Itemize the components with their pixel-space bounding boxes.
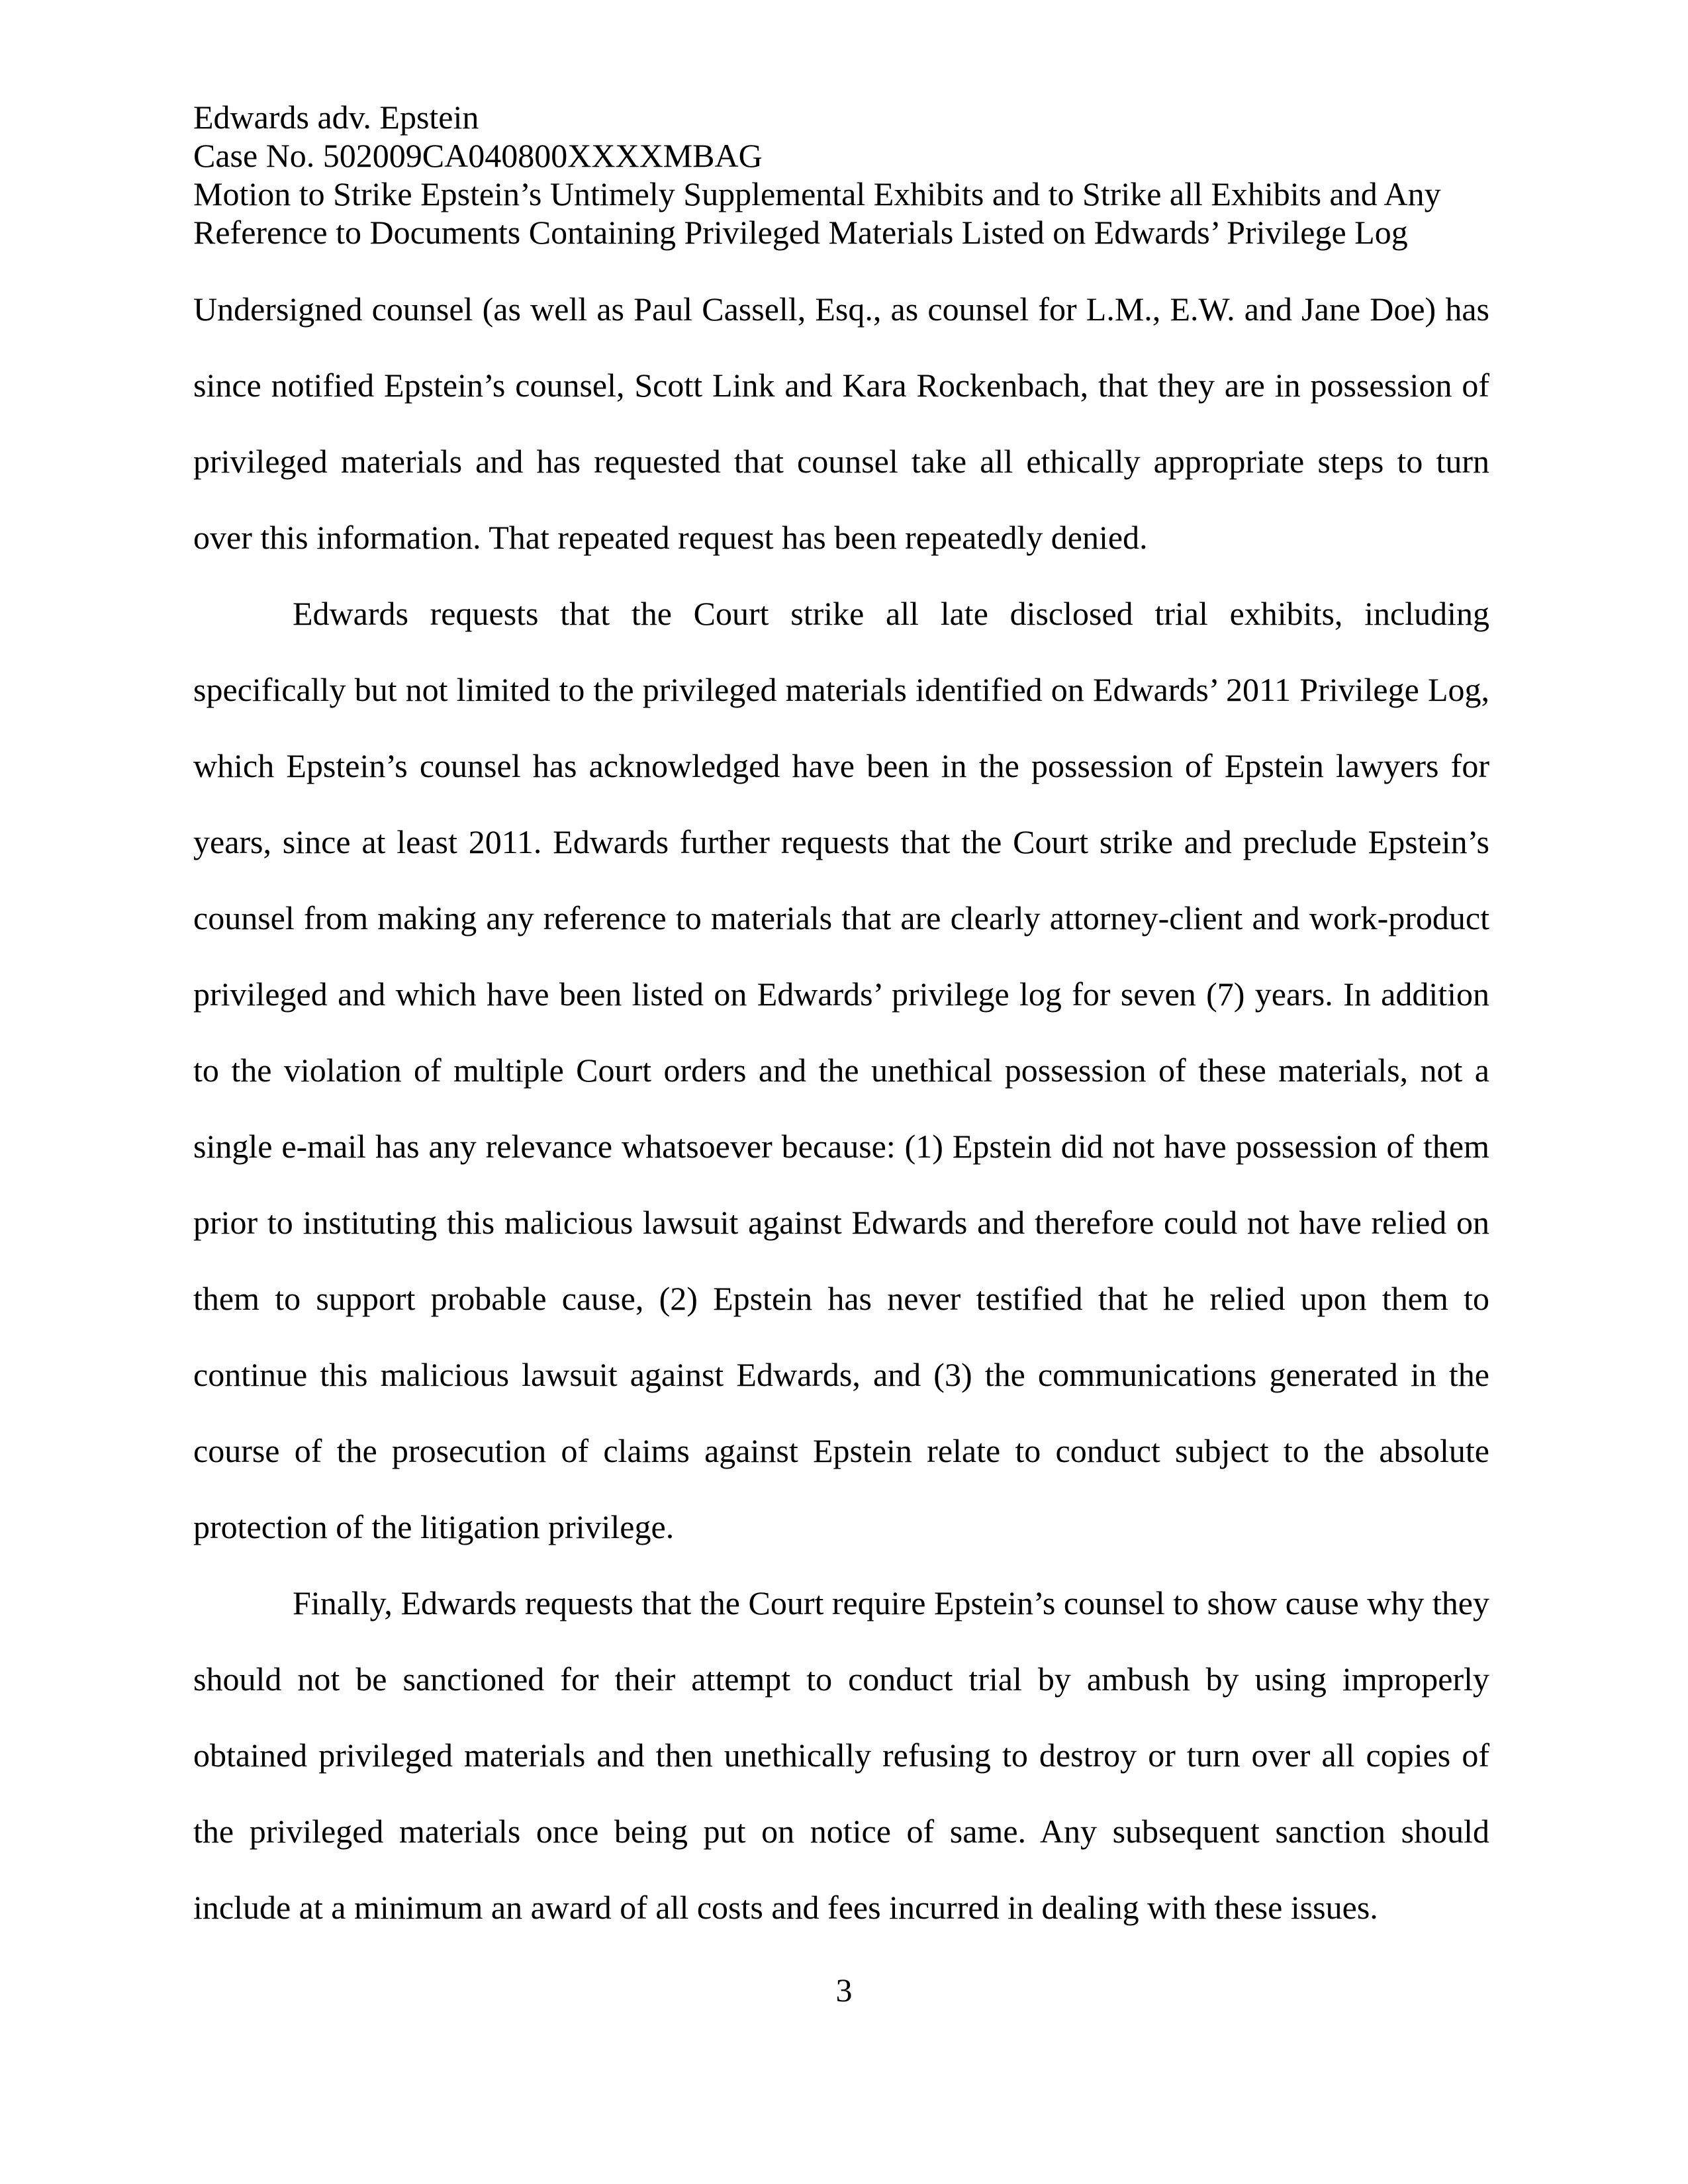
body-paragraph: Undersigned counsel (as well as Paul Cassell, Esq., as counsel for L.M., E.W. and Jane Doe) has since notified Epstein’s counsel, Scott Link and Kara Rockenbach, that they are in possession of privileged materials and has requested that counsel take all ethically appropriate steps to turn over this information. That repeated request has been repeatedly denied. — [193, 291, 1489, 556]
case-number: Case No. 502009CA040800XXXXMBAG — [193, 137, 763, 174]
page-number: 3 — [835, 1972, 853, 2009]
document-header — [193, 98, 1489, 251]
page-content — [193, 98, 1489, 1946]
motion-title-line-2: Reference to Documents Containing Privileged Materials Listed on Edwards’ Privilege Log — [193, 214, 1408, 251]
body-paragraph: Finally, Edwards requests that the Court require Epstein’s counsel to show cause why they should not be sanctioned for their attempt to conduct trial by ambush by using improperly obtained privileged materials and then unethically refusing to destroy or turn over all copies of the privileged materials once being put on notice of same. Any subsequent sanction should include at a minimum an award of all costs and fees incurred in dealing with these issues. — [193, 1584, 1489, 1926]
document-body — [193, 271, 1489, 1946]
motion-title-line-1: Motion to Strike Epstein’s Untimely Supplemental Exhibits and to Strike all Exhibits and Any — [193, 175, 1441, 212]
body-paragraph: Edwards requests that the Court strike all late disclosed trial exhibits, including specifically but not limited to the privileged materials identified on Edwards’ 2011 Privilege Log, which Epstein’s counsel has acknowledged have been in the possession of Epstein lawyers for years, since at least 2011. Edwards further requests that the Court strike and preclude Epstein’s counsel from making any reference to materials that are clearly attorney-client and work-product privileged and which have been listed on Edwards’ privilege log for seven (7) years. In addition to the violation of multiple Court orders and the unethical possession of these materials, not a single e-mail has any relevance whatsoever because: (1) Epstein did not have possession of them prior to instituting this malicious lawsuit against Edwards and therefore could not have relied on them to support probable cause, (2) Epstein has never testified that he relied upon them to continue this malicious lawsuit against Edwards, and (3) the communications generated in the course of the prosecution of claims against Epstein relate to conduct subject to the absolute protection of the litigation privilege. — [193, 595, 1489, 1545]
case-caption: Edwards adv. Epstein — [193, 99, 479, 136]
